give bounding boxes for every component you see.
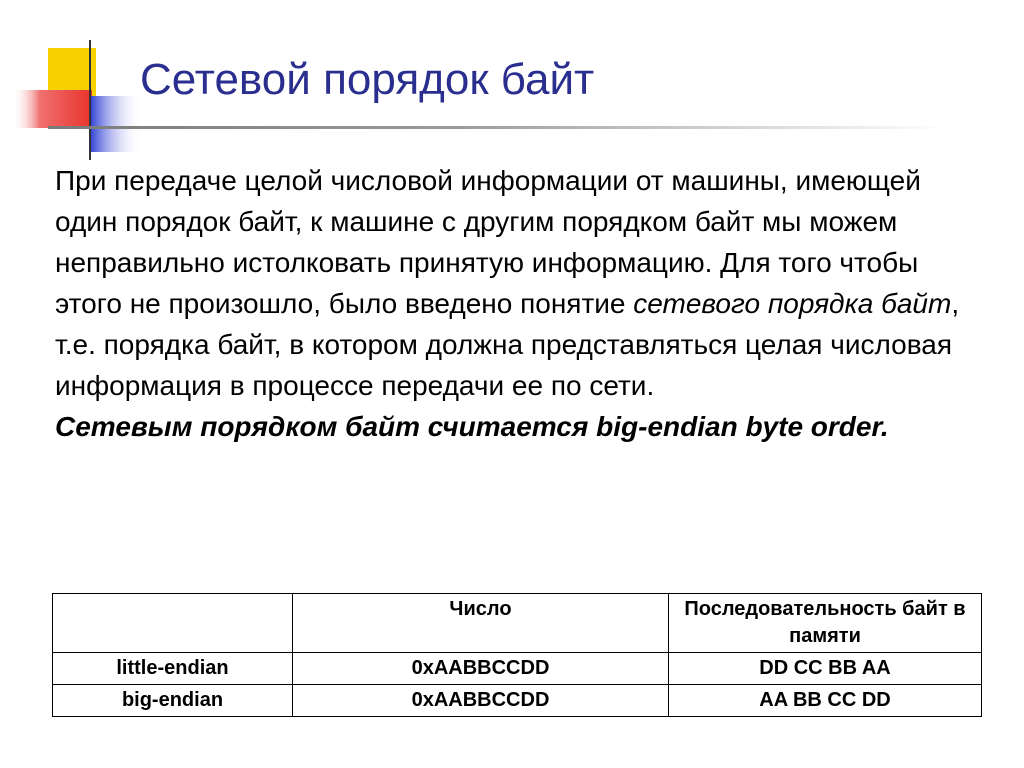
conclusion-text: Сетевым порядком байт считается big-endian byte order. xyxy=(55,411,889,442)
byte-order-table xyxy=(52,593,982,717)
header-number: Число xyxy=(293,594,669,653)
row-sequence: DD CC BB AA xyxy=(669,653,982,685)
deco-red-bar xyxy=(12,90,92,128)
header-empty xyxy=(53,594,293,653)
row-number: 0xAABBCCDD xyxy=(293,685,669,717)
page-title: Сетевой порядок байт xyxy=(140,55,595,104)
deco-yellow-square xyxy=(48,48,96,96)
row-number: 0xAABBCCDD xyxy=(293,653,669,685)
table-header-row xyxy=(53,594,982,653)
deco-blue-square xyxy=(90,96,142,152)
row-sequence: AA BB CC DD xyxy=(669,685,982,717)
paragraph-part1: При передаче целой числовой информации от машины, имеющей один порядок байт, к машине с другим порядком байт мы можем неправильно истолковать принятую информацию. Для того чтобы этого не произошло, было введено понятие xyxy=(55,165,921,319)
table-row xyxy=(53,685,982,717)
paragraph-part2: , т.е. порядка байт, в котором должна представляться целая числовая информация в процессе передачи ее по сети. xyxy=(55,288,960,401)
row-label: little-endian xyxy=(53,653,293,685)
header-byte-sequence: Последовательность байт в памяти xyxy=(669,594,982,653)
corner-decoration xyxy=(0,0,160,170)
table-row xyxy=(53,653,982,685)
main-paragraph xyxy=(55,160,985,406)
row-label: big-endian xyxy=(53,685,293,717)
body-text xyxy=(55,160,985,447)
title-divider xyxy=(48,126,948,129)
paragraph-term: сетевого порядка байт xyxy=(633,288,952,319)
